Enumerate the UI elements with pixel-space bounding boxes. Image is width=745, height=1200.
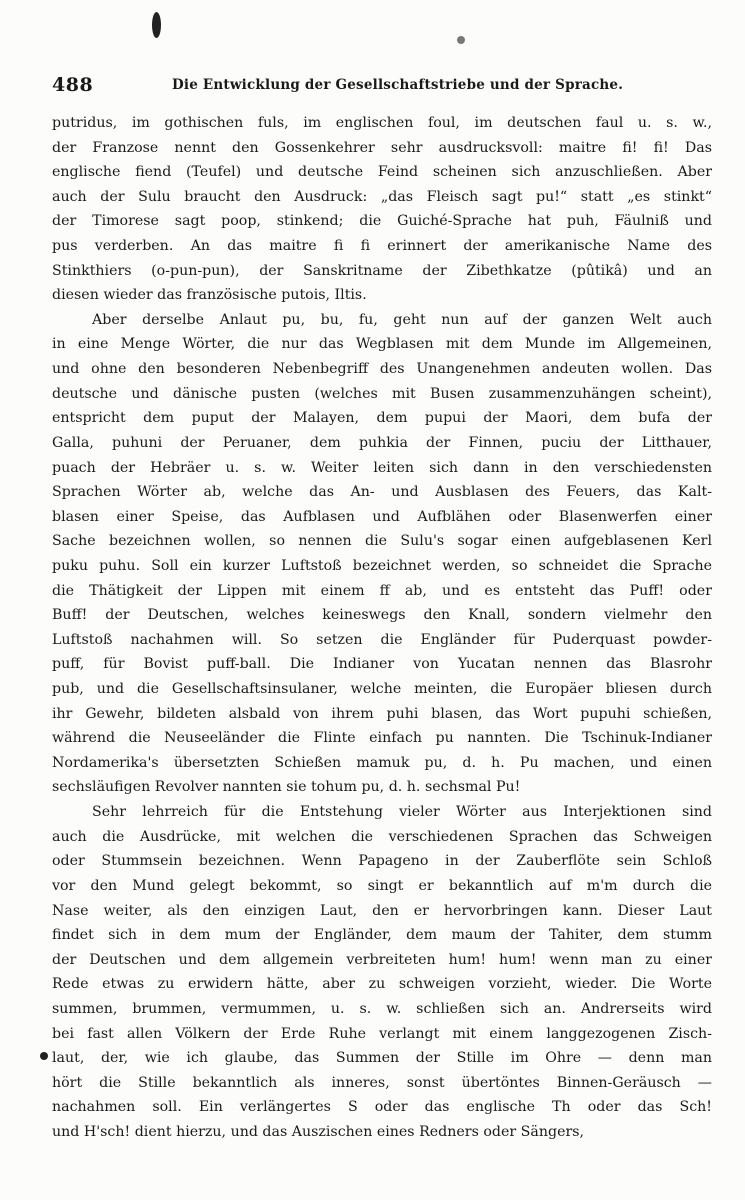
text-line: auch der Sulu braucht den Ausdruck: „das Fleisch sagt pu!“ statt „es stinkt“ <box>52 188 712 205</box>
text-line: Rede etwas zu erwidern hätte, aber zu schweigen vorzieht, wieder. Die Worte <box>52 976 712 993</box>
paragraph <box>52 111 712 308</box>
text-line: summen, brummen, vermummen, u. s. w. schließen sich an. Andrerseits wird <box>52 1000 712 1017</box>
ink-smudge <box>152 12 161 38</box>
text-line: Sehr lehrreich für die Entstehung vieler Wörter aus Interjektionen sind <box>92 804 712 821</box>
text-line: puach der Hebräer u. s. w. Weiter leiten sich dann in den verschiedensten <box>52 459 712 476</box>
text-line: hört die Stille bekanntlich als inneres, sonst übertöntes Binnen-Geräusch — <box>52 1074 712 1091</box>
text-line: während die Neuseeländer die Flinte einfach pu nannten. Die Tschinuk-Indianer <box>52 730 712 747</box>
text-line: blasen einer Speise, das Aufblasen und Aufblähen oder Blasenwerfen einer <box>52 508 712 525</box>
text-line: Buff! der Deutschen, welches keineswegs den Knall, sondern vielmehr den <box>52 607 712 624</box>
text-line: puff, für Bovist puff-ball. Die Indianer von Yucatan nennen das Blasrohr <box>52 656 712 673</box>
text-line: und ohne den besonderen Nebenbegriff des Unangenehmen andeuten wollen. Das <box>52 361 712 378</box>
text-line: die Thätigkeit der Lippen mit einem ff ab, und es entsteht das Puff! oder <box>52 582 712 599</box>
text-line: pus verderben. An das maitre fi fi erinnert der amerikanische Name des <box>52 238 712 255</box>
text-line: puku puhu. Soll ein kurzer Luftstoß bezeichnet werden, so schneidet die Sprache <box>52 557 712 574</box>
text-line: findet sich in dem mum der Engländer, dem maum der Tahiter, dem stumm <box>52 927 712 944</box>
paragraph <box>52 800 712 1145</box>
text-line: Luftstoß nachahmen will. So setzen die Engländer für Puderquast powder- <box>52 631 712 648</box>
text-line: Aber derselbe Anlaut pu, bu, fu, geht nun auf der ganzen Welt auch <box>92 311 712 328</box>
text-line: entspricht dem puput der Malayen, dem pupui der Maori, dem bufa der <box>52 410 712 427</box>
text-line: der Franzose nennt den Gossenkehrer sehr ausdrucksvoll: maitre fi! fi! Das <box>52 139 712 156</box>
text-line: oder Stummsein bezeichnen. Wenn Papageno in der Zauberflöte sein Schloß <box>52 853 712 870</box>
ink-smudge <box>40 1052 48 1060</box>
text-line: sechsläufigen Revolver nannten sie tohum pu, d. h. sechsmal Pu! <box>52 779 521 796</box>
body-text <box>52 111 712 1145</box>
text-line: Sache bezeichnen wollen, so nennen die Sulu's sogar einen aufgeblasenen Kerl <box>52 533 712 550</box>
text-line: deutsche und dänische pusten (welches mit Busen zusammenzuhängen scheint), <box>52 385 712 402</box>
text-line: laut, der, wie ich glaube, das Summen der Stille im Ohre — denn man <box>52 1050 712 1067</box>
text-line: Nase weiter, als den einzigen Laut, den er hervorbringen kann. Dieser Laut <box>52 902 712 919</box>
text-line: Nordamerika's übersetzten Schießen mamuk pu, d. h. Pu machen, und einen <box>52 754 712 771</box>
text-line: bei fast allen Völkern der Erde Ruhe verlangt mit einem langgezogenen Zisch- <box>52 1025 712 1042</box>
text-line: auch die Ausdrücke, mit welchen die verschiedenen Sprachen das Schweigen <box>52 828 712 845</box>
text-line: Stinkthiers (o-pun-pun), der Sanskritname der Zibethkatze (pûtikâ) und an <box>52 262 712 279</box>
paragraph <box>52 308 712 800</box>
text-line: diesen wieder das französische putois, Iltis. <box>52 287 367 304</box>
text-line: Galla, puhuni der Peruaner, dem puhkia der Finnen, puciu der Litthauer, <box>52 434 712 451</box>
text-line: ihr Gewehr, bildeten alsbald von ihrem puhi blasen, das Wort pupuhi schießen, <box>52 705 712 722</box>
text-line: nachahmen soll. Ein verlängertes S oder das englische Th oder das Sch! <box>52 1099 712 1116</box>
text-line: der Deutschen und dem allgemein verbreiteten hum! hum! wenn man zu einer <box>52 951 712 968</box>
text-line: pub, und die Gesellschaftsinsulaner, welche meinten, die Europäer bliesen durch <box>52 681 712 698</box>
text-line: englische fiend (Teufel) und deutsche Feind scheinen sich anzuschließen. Aber <box>52 164 712 181</box>
running-head: Die Entwicklung der Gesellschaftstriebe und der Sprache. <box>172 77 624 93</box>
text-line: in eine Menge Wörter, die nur das Wegblasen mit dem Munde im Allgemeinen, <box>52 336 712 353</box>
text-line: Sprachen Wörter ab, welche das An- und Ausblasen des Feuers, das Kalt- <box>52 484 712 501</box>
page-number: 488 <box>52 74 94 96</box>
page-header <box>52 74 712 100</box>
ink-smudge <box>457 36 465 44</box>
text-line: und H'sch! dient hierzu, und das Auszischen eines Redners oder Sängers, <box>52 1123 585 1140</box>
text-line: vor den Mund gelegt bekommt, so singt er bekanntlich auf m'm durch die <box>52 877 712 894</box>
text-line: putridus, im gothischen fuls, im englischen foul, im deutschen faul u. s. w., <box>52 115 712 131</box>
text-line: der Timorese sagt poop, stinkend; die Guiché-Sprache hat puh, Fäulniß und <box>52 213 712 230</box>
